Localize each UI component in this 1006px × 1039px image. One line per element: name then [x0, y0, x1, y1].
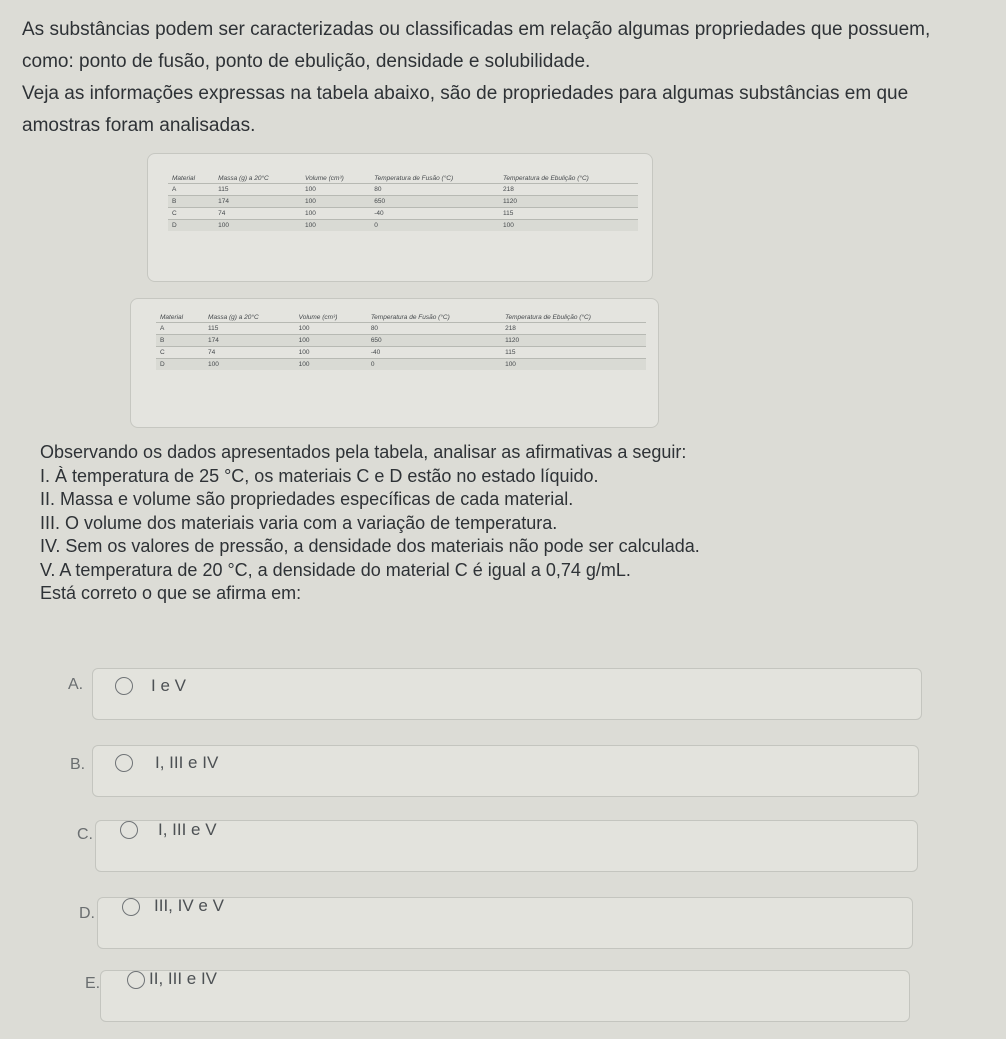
- table-cell: D: [156, 359, 204, 371]
- statement: II. Massa e volume são propriedades específicas de cada material.: [40, 489, 574, 509]
- table-cell: 100: [295, 335, 367, 347]
- table-cell: B: [168, 196, 214, 208]
- table-header: Volume (cm³): [298, 314, 338, 321]
- option-label: II, III e IV: [149, 969, 218, 988]
- table-cell: 74: [204, 347, 295, 359]
- table-header: Massa (g) a 20°C: [208, 314, 259, 321]
- radio-icon[interactable]: [120, 821, 138, 839]
- option-letter: E.: [85, 975, 101, 992]
- intro-line: As substâncias podem ser caracterizadas ou classificadas em relação algumas propriedades que possuem,: [22, 19, 931, 40]
- table-image-1: [147, 153, 653, 282]
- table-cell: 80: [367, 323, 501, 335]
- statement: IV. Sem os valores de pressão, a densidade dos materiais não pode ser calculada.: [40, 536, 700, 556]
- table-cell: 115: [501, 347, 646, 359]
- table-cell: 0: [370, 220, 499, 232]
- table-row: [156, 359, 646, 371]
- table-cell: 115: [214, 184, 301, 196]
- statement: I. À temperatura de 25 °C, os materiais C e D estão no estado líquido.: [40, 465, 599, 486]
- table-header: Temperatura de Fusão (°C): [370, 314, 450, 321]
- intro-line: amostras foram analisadas.: [22, 115, 256, 136]
- table-cell: 100: [295, 323, 367, 335]
- table-header: Massa (g) a 20°C: [218, 175, 269, 182]
- question-prompt: Observando os dados apresentados pela tabela, analisar as afirmativas a seguir:: [40, 442, 687, 462]
- intro-line: como: ponto de fusão, ponto de ebulição, densidade e solubilidade.: [22, 51, 591, 72]
- option-label: I e V: [151, 676, 186, 695]
- table-cell: 650: [370, 196, 499, 208]
- table-cell: 80: [370, 184, 499, 196]
- table-cell: 100: [301, 208, 370, 220]
- option-a[interactable]: [92, 668, 922, 720]
- question-text: [40, 441, 980, 606]
- radio-icon[interactable]: [115, 754, 133, 772]
- table-cell: 100: [204, 359, 295, 371]
- question-ask: Está correto o que se afirma em:: [40, 583, 302, 603]
- table-cell: 115: [499, 208, 638, 220]
- radio-icon[interactable]: [122, 898, 140, 916]
- option-label: I, III e V: [158, 820, 217, 839]
- option-letter: B.: [70, 756, 86, 773]
- table-cell: 100: [301, 196, 370, 208]
- table-row: [168, 220, 638, 232]
- table-header: Temperatura de Fusão (°C): [374, 175, 454, 182]
- table-cell: 1120: [501, 335, 646, 347]
- table-cell: 100: [295, 359, 367, 371]
- table-header: Material: [172, 175, 196, 182]
- option-letter: C.: [77, 826, 93, 843]
- table-cell: 100: [295, 347, 367, 359]
- table-row: [168, 208, 638, 220]
- option-label: I, III e IV: [155, 753, 219, 772]
- properties-table: [168, 174, 638, 231]
- table-cell: C: [168, 208, 214, 220]
- option-b[interactable]: [92, 745, 919, 797]
- properties-table: [156, 313, 646, 370]
- statement: III. O volume dos materiais varia com a variação de temperatura.: [40, 512, 558, 533]
- table-header: Temperatura de Ebulição (°C): [503, 175, 589, 182]
- option-letter: A.: [68, 676, 84, 693]
- statement: V. A temperatura de 20 °C, a densidade do material C é igual a 0,74 g/mL.: [40, 559, 631, 580]
- table-cell: D: [168, 220, 214, 232]
- table-cell: 218: [501, 323, 646, 335]
- table-cell: 100: [214, 220, 301, 232]
- table-header: Volume (cm³): [304, 175, 344, 182]
- table-header: Material: [160, 314, 184, 321]
- table-cell: A: [168, 184, 214, 196]
- table-cell: 174: [214, 196, 301, 208]
- radio-icon[interactable]: [115, 677, 133, 695]
- table-row: [156, 347, 646, 359]
- table-cell: A: [156, 323, 204, 335]
- option-e[interactable]: [100, 970, 910, 1022]
- table-cell: B: [156, 335, 204, 347]
- option-c[interactable]: [95, 820, 918, 872]
- table-cell: 650: [367, 335, 501, 347]
- table-cell: C: [156, 347, 204, 359]
- table-image-2: [130, 298, 659, 428]
- option-label: III, IV e V: [154, 896, 224, 915]
- table-cell: 1120: [499, 196, 638, 208]
- option-d[interactable]: [97, 897, 913, 949]
- table-cell: 0: [367, 359, 501, 371]
- table-cell: 100: [301, 184, 370, 196]
- table-row: [156, 335, 646, 347]
- table-row: [168, 184, 638, 196]
- table-cell: -40: [370, 208, 499, 220]
- option-letter: D.: [79, 905, 95, 922]
- table-cell: 115: [204, 323, 295, 335]
- table-row: [156, 323, 646, 335]
- table-cell: 74: [214, 208, 301, 220]
- table-cell: 100: [501, 359, 646, 371]
- table-cell: 100: [499, 220, 638, 232]
- table-row: [168, 196, 638, 208]
- table-cell: 218: [499, 184, 638, 196]
- intro-line: Veja as informações expressas na tabela abaixo, são de propriedades para algumas substâncias em que: [22, 83, 909, 104]
- intro-text: [22, 14, 982, 142]
- table-cell: 174: [204, 335, 295, 347]
- table-cell: -40: [367, 347, 501, 359]
- table-header: Temperatura de Ebulição (°C): [505, 314, 591, 321]
- radio-icon[interactable]: [127, 971, 145, 989]
- table-cell: 100: [301, 220, 370, 232]
